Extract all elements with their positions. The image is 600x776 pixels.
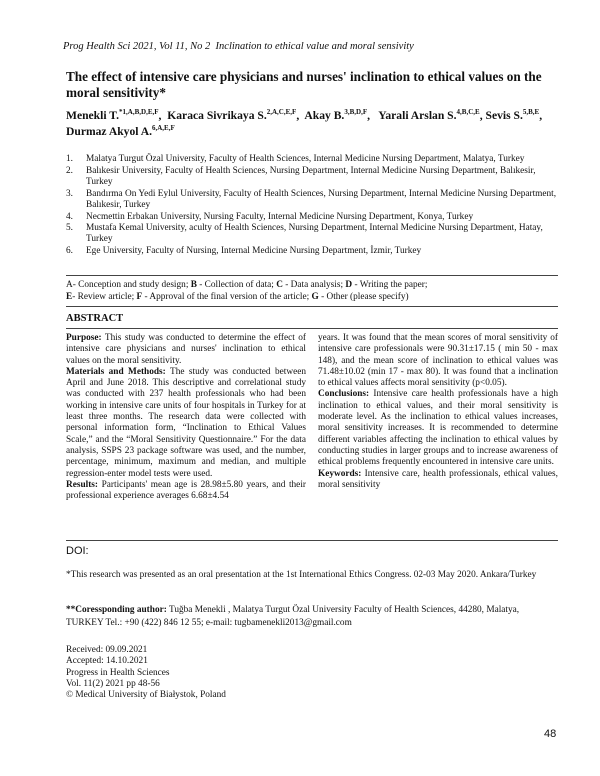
- copyright: © Medical University of Białystok, Poland: [66, 690, 226, 701]
- journal-citation: Prog Health Sci 2021, Vol 11, No 2: [63, 41, 211, 52]
- affiliation-item: 6. Ege University, Faculty of Nursing, Internal Medicine Nursing Department, İzmir, Turkey: [66, 246, 422, 257]
- presentation-footnote: *This research was presented as an oral presentation at the 1st International Ethics Congress. 02-03 May 2020. Ankara/Turkey: [66, 570, 537, 580]
- running-header: [63, 41, 414, 52]
- divider: [66, 328, 558, 329]
- author: Karaca Sivrikaya S.$^{2,A,C,E,F}$,: [167, 108, 300, 122]
- divider: [66, 275, 558, 276]
- divider: [66, 306, 558, 307]
- page-number: 48: [544, 728, 557, 740]
- received-date: Received: 09.09.2021: [66, 645, 148, 655]
- author: Yarali Arslan S.$^{4,B,C,E}$,: [378, 108, 483, 122]
- abstract-methods: Materials and Methods: The study was conducted between April and June 2018. This descriptive and correlational study was conducted with 237 health professionals who had been working in intensive care units of four hospitals in Turkey for at least three months. The research data were collected with personal information form, “Inclination to Ethical Values Scale,” and the “Moral Sensitivity Questionnaire.” For the data analysis, SSPS 23 package software was used, and the number, percentage, minimum, maximum and median, and multiple regression-enter model tests were used.: [66, 366, 306, 479]
- divider: [66, 540, 558, 541]
- affiliation-item: 1. Malatya Turgut Özal University, Faculty of Health Sciences, Internal Medicine Nursing Department, Malatya, Turkey: [66, 154, 525, 164]
- volume-info: Vol. 11(2) 2021 pp 48-56: [66, 678, 160, 689]
- short-title: Inclination to ethical value and moral sensivity: [215, 41, 414, 52]
- contribution-key: [66, 279, 558, 303]
- author: Sevis S.$^{5,B,E}$,: [485, 108, 543, 122]
- affiliation-item: 4. Necmettin Erbakan University, Nursing Faculty, Internal Medicine Nursing Department, Konya, Turkey: [66, 211, 474, 222]
- corresponding-author: **Coressponding author: Tuğba Menekli , Malatya Turgut Özal University Faculty of Health Sciences, 44280, Malatya, TURKEY Tel.: +90 (422) 846 12 55; e-mail: tugbamenekli2013@gmail.com: [66, 605, 520, 628]
- publication-info: [66, 645, 226, 701]
- author: Durmaz Akyol A.$^{6,A,E,F}$: [66, 124, 175, 138]
- author: Menekli T.$^{*1,A,B,D,E,F}$,: [66, 108, 162, 122]
- abstract-purpose: Purpose: This study was conducted to determine the effect of intensive care physicians and nurses' inclination to ethical values on the moral sensitivity.: [66, 333, 306, 366]
- contribution-line: A- Conception and study design; B - Collection of data; C - Data analysis; D - Writing the paper;: [66, 280, 428, 290]
- article-title: The effect of intensive care physicians and nurses' inclination to ethical values on the moral sensitivity*: [66, 69, 542, 100]
- doi-label: DOI:: [66, 545, 89, 557]
- author-list: [66, 108, 556, 140]
- abstract-column-left: [66, 333, 306, 502]
- affiliation-item: 3. Bandırma On Yedi Eylul University, Faculty of Health Sciences, Nursing Department, Internal Medicine Nursing Department, Balıkesir, Turkey: [66, 188, 557, 210]
- contribution-line: E- Review article; F - Approval of the final version of the article; G - Other (please specify): [66, 292, 409, 302]
- abstract-results: Results: Participants' mean age is 28.98±5.80 years, and their professional experience averages 6.68±4.54: [66, 479, 306, 502]
- affiliation-item: 2. Balıkesir University, Faculty of Health Sciences, Nursing Department, Internal Medicine Nursing Department, Balıkesir, Turkey: [66, 165, 536, 187]
- affiliation-list: [66, 154, 558, 258]
- abstract-results-continued: years. It was found that the mean scores of moral sensitivity of intensive care professionals were 90.31±17.15 ( min 50 - max 148), and the mean score of inclination to ethical values was 71.48±10.02 (min 17 - max 80). It was found that a inclination to ethical values affects moral sensitivity (p<0.05).: [318, 333, 558, 389]
- author: Akay B.$^{3,B,D,F}$,: [304, 108, 370, 122]
- abstract-column-right: [318, 333, 558, 491]
- abstract-conclusions: Conclusions: Intensive care health professionals have a high inclination to ethical values, and their moral sensitivity is moderate level. As the inclination to ethical values increases, moral sensitivity increases. It is recommended to determine different variables affecting the inclination to ethical values by conducting studies in larger groups and to increase awareness of ethical problems frequently encountered in intensive care units.: [318, 389, 558, 468]
- accepted-date: Accepted: 14.10.2021: [66, 656, 148, 667]
- journal-name: Progress in Health Sciences: [66, 667, 170, 678]
- abstract-keywords: Keywords: Intensive care, health professionals, ethical values, moral sensitivity: [318, 468, 558, 490]
- affiliation-item: 5. Mustafa Kemal University, aculty of Health Sciences, Nursing Department, Internal Medicine Nursing Department, Hatay, Turkey: [66, 223, 543, 245]
- abstract-heading: ABSTRACT: [66, 313, 124, 324]
